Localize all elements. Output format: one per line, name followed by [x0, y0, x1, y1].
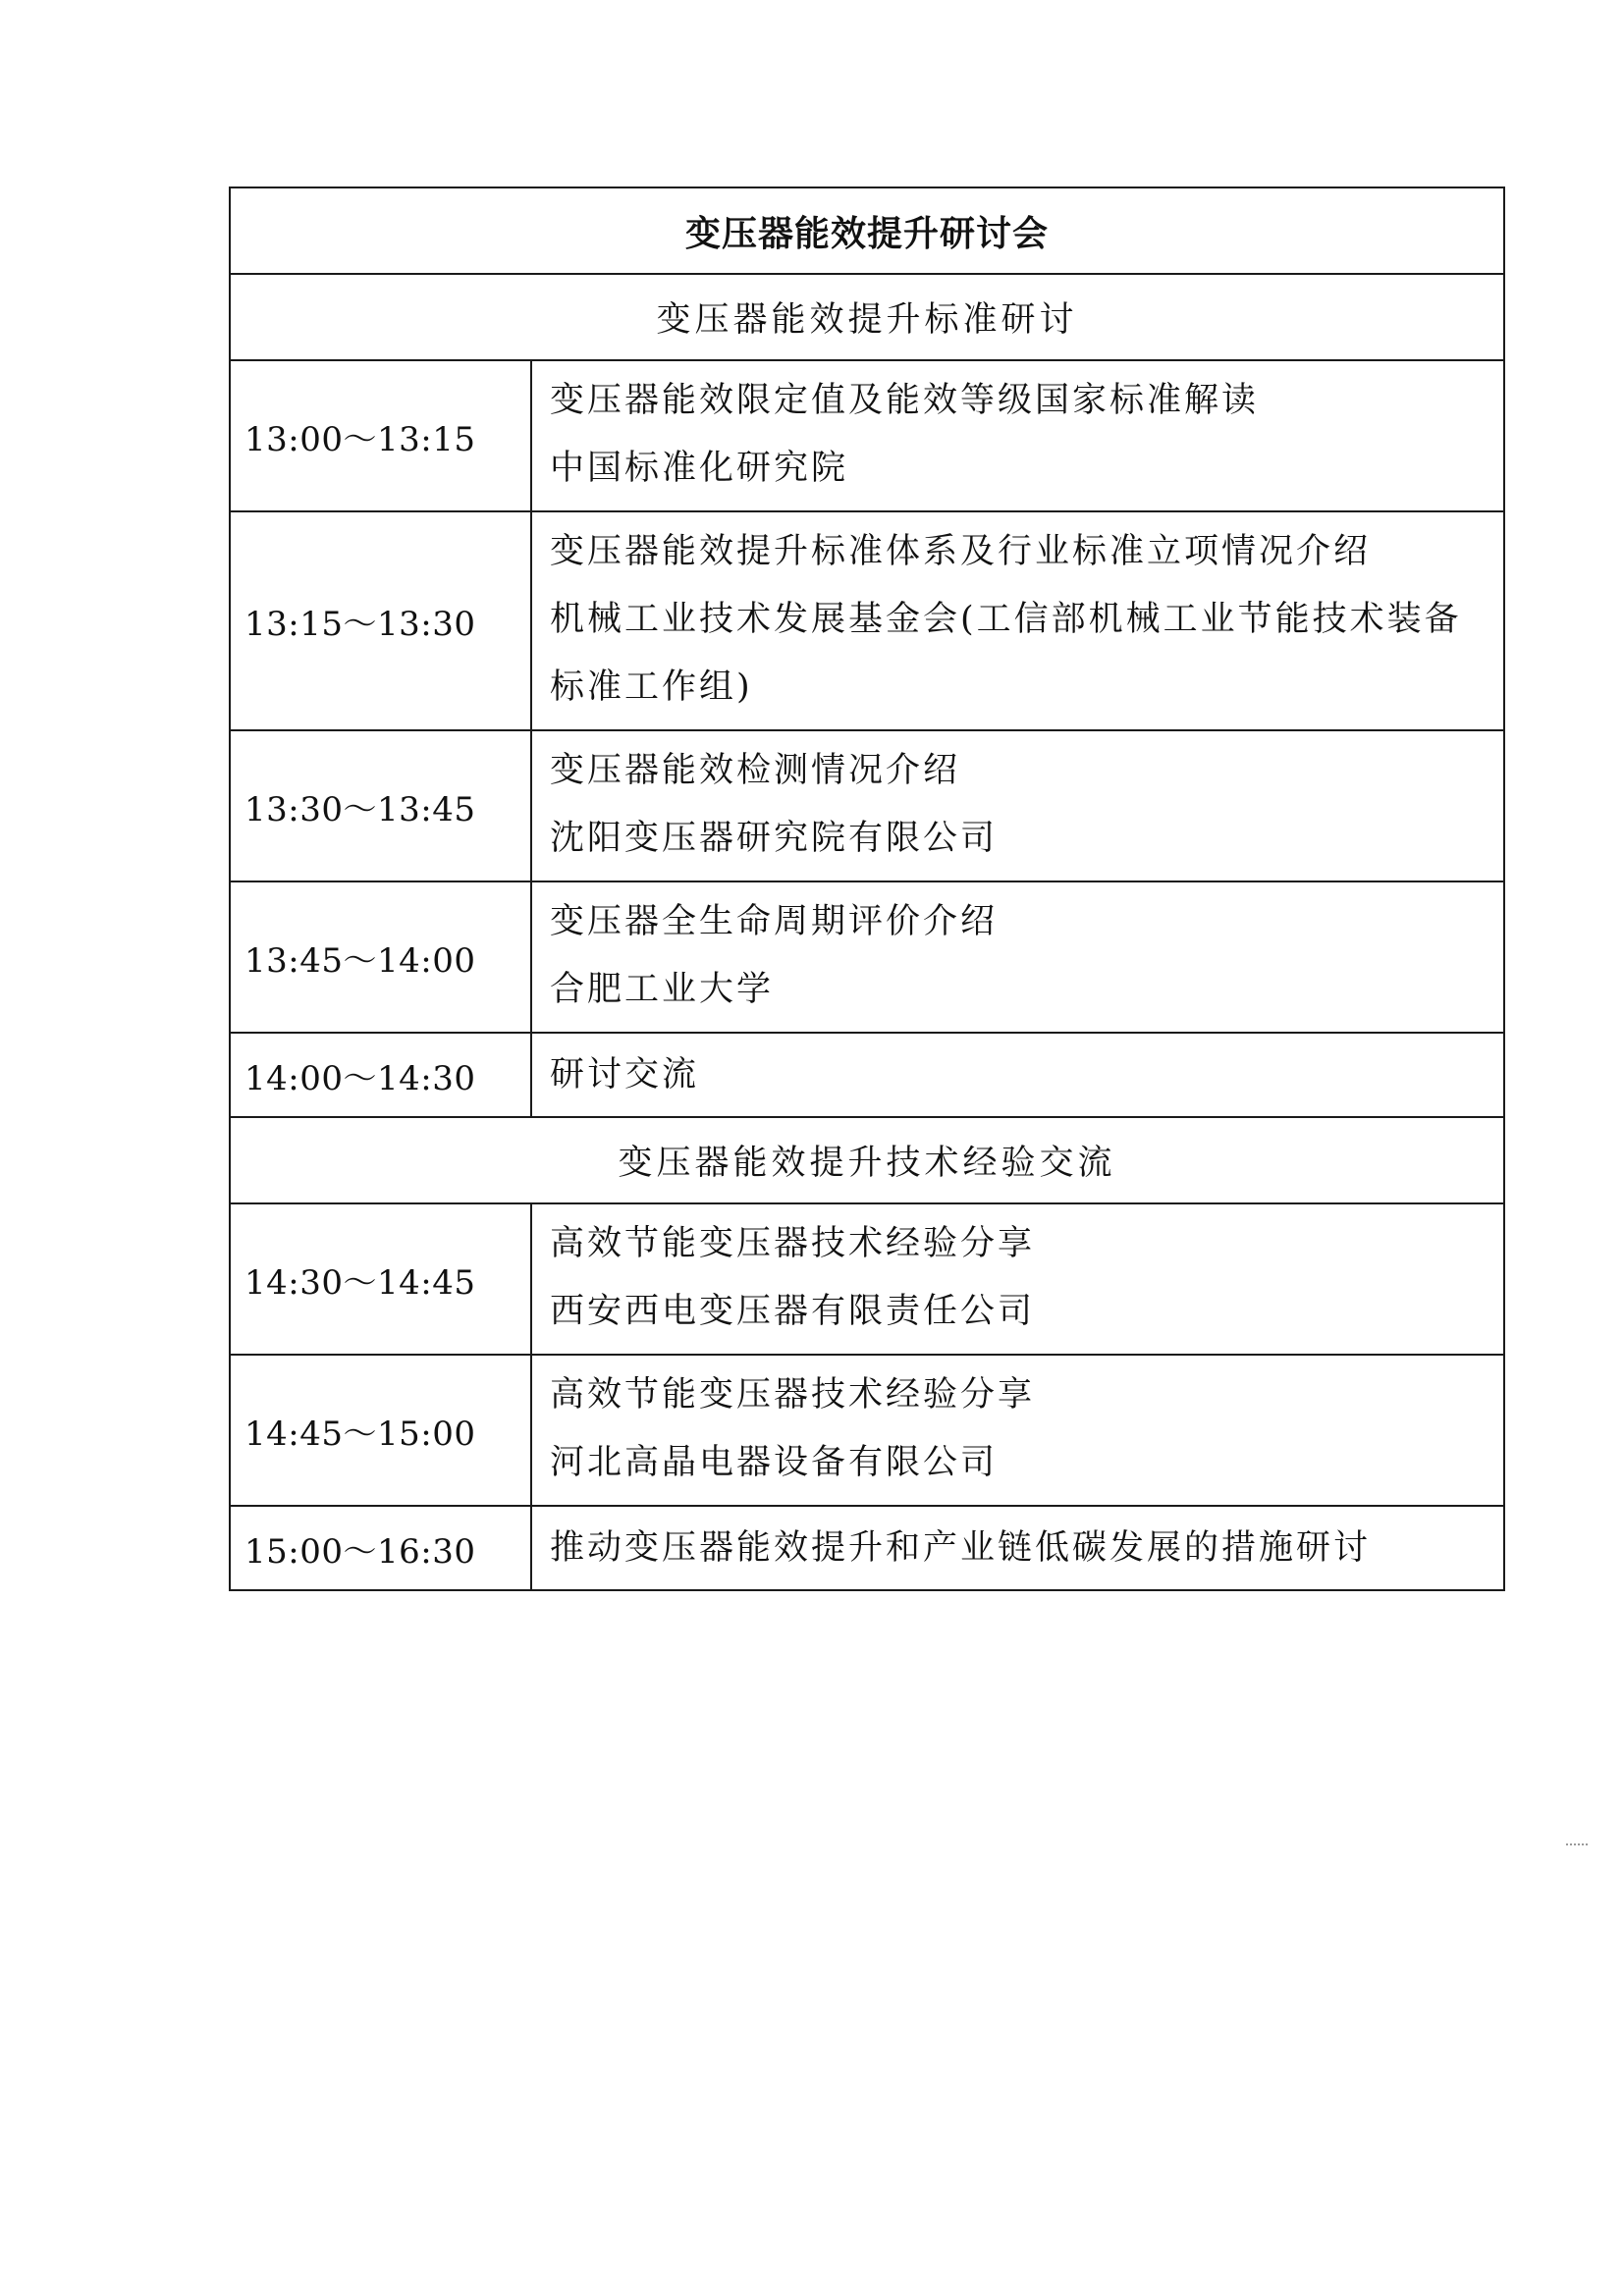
- session-speaker: 合肥工业大学: [550, 970, 775, 1009]
- scan-margin-mark: [1566, 1843, 1588, 1848]
- session-cell: [531, 1203, 1504, 1355]
- session-cell: [531, 881, 1504, 1033]
- table-row: [230, 1355, 1504, 1506]
- session-topic: 研讨交流: [550, 1054, 700, 1095]
- table-row: [230, 1203, 1504, 1355]
- agenda-table: [229, 187, 1505, 1591]
- section-heading: 变压器能效提升技术经验交流: [230, 1117, 1504, 1203]
- time-slot: 13:45～14:00: [230, 881, 531, 1033]
- session-speaker: 中国标准化研究院: [550, 449, 849, 488]
- time-slot: 13:15～13:30: [230, 511, 531, 730]
- section-heading-row: [230, 274, 1504, 360]
- table-row: [230, 1506, 1504, 1590]
- session-speaker: 沈阳变压器研究院有限公司: [550, 819, 999, 858]
- time-slot: 14:30～14:45: [230, 1203, 531, 1355]
- session-topic: 变压器能效提升标准体系及行业标准立项情况介绍: [550, 532, 1372, 571]
- session-topic: 高效节能变压器技术经验分享: [550, 1375, 1036, 1415]
- session-topic: 变压器能效限定值及能效等级国家标准解读: [550, 381, 1260, 420]
- session-speaker: 河北高晶电器设备有限公司: [550, 1443, 999, 1482]
- time-slot: 13:30～13:45: [230, 730, 531, 881]
- session-topic: 变压器能效检测情况介绍: [550, 751, 961, 790]
- session-cell: [531, 730, 1504, 881]
- table-row: [230, 511, 1504, 730]
- time-slot: 15:00～16:30: [230, 1506, 531, 1590]
- session-speaker: 西安西电变压器有限责任公司: [550, 1292, 1036, 1331]
- time-slot: 14:45～15:00: [230, 1355, 531, 1506]
- time-slot: 14:00～14:30: [230, 1033, 531, 1117]
- session-cell: [531, 1506, 1504, 1590]
- section-heading-row: [230, 1117, 1504, 1203]
- session-cell: [531, 360, 1504, 511]
- title-row: [230, 187, 1504, 274]
- session-topic: 推动变压器能效提升和产业链低碳发展的措施研讨: [550, 1527, 1372, 1568]
- session-topic: 高效节能变压器技术经验分享: [550, 1224, 1036, 1263]
- session-cell: [531, 511, 1504, 730]
- table-row: [230, 881, 1504, 1033]
- section-heading: 变压器能效提升标准研讨: [230, 274, 1504, 360]
- session-cell: [531, 1355, 1504, 1506]
- table-row: [230, 1033, 1504, 1117]
- agenda-title: 变压器能效提升研讨会: [230, 187, 1504, 274]
- table-row: [230, 730, 1504, 881]
- session-cell: [531, 1033, 1504, 1117]
- time-slot: 13:00～13:15: [230, 360, 531, 511]
- session-speaker: 机械工业技术发展基金会(工信部机械工业节能技术装备标准工作组): [550, 600, 1462, 707]
- session-topic: 变压器全生命周期评价介绍: [550, 902, 999, 941]
- table-row: [230, 360, 1504, 511]
